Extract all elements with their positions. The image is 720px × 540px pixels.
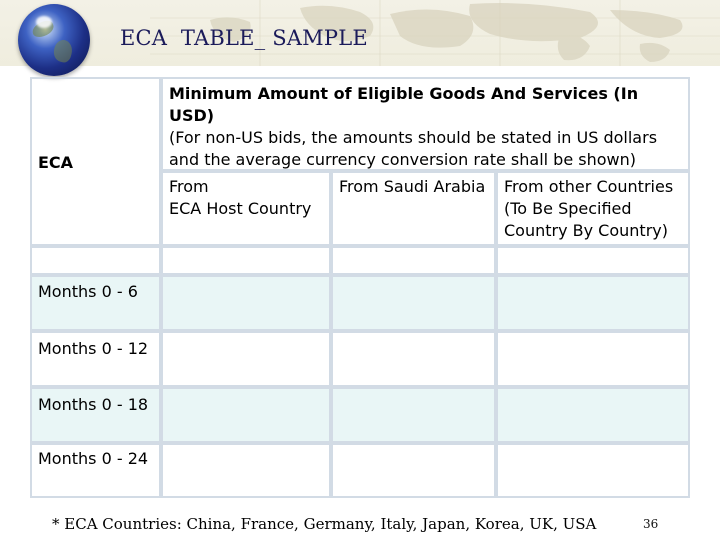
- subheader-saudi-arabia: [331, 171, 496, 246]
- page-number: 36: [643, 517, 659, 531]
- subheader-saudi-line1: From Saudi Arabia: [339, 177, 486, 196]
- table-row-label: [30, 443, 161, 498]
- eca-table: [30, 77, 690, 498]
- main-header-note-line2: and the average currency conversion rate shall be shown): [169, 150, 636, 169]
- subheader-host-line2: ECA Host Country: [169, 199, 312, 218]
- cell-host-row4: [161, 443, 331, 498]
- subheader-other-line3: Country By Country): [504, 221, 668, 240]
- spacer-row-host: [161, 246, 331, 275]
- cell-saudi-row2: [331, 331, 496, 387]
- cell-saudi-row4: [331, 443, 496, 498]
- subheader-host-line1: From: [169, 177, 209, 196]
- footnote: * ECA Countries: China, France, Germany, Italy, Japan, Korea, UK, USA: [52, 515, 597, 533]
- cell-saudi-row3: [331, 387, 496, 443]
- cell-other-row4: [496, 443, 690, 498]
- subheader-other-line1: From other Countries: [504, 177, 674, 196]
- table-row-label: [30, 387, 161, 443]
- row-label-months-0-24: Months 0 - 24: [38, 449, 149, 468]
- globe-icon: [18, 4, 90, 76]
- main-header-title-line1: Minimum Amount of Eligible Goods And Services (In: [169, 84, 639, 103]
- spacer-row-other: [496, 246, 690, 275]
- row-label-months-0-6: Months 0 - 6: [38, 282, 138, 301]
- cell-saudi-row1: [331, 275, 496, 331]
- cell-host-row1: [161, 275, 331, 331]
- eca-header-cell: [30, 77, 161, 246]
- spacer-row-label: [30, 246, 161, 275]
- row-label-months-0-18: Months 0 - 18: [38, 395, 149, 414]
- table-row-label: [30, 331, 161, 387]
- cell-other-row1: [496, 275, 690, 331]
- slide-title: ECA TABLE_ SAMPLE: [120, 26, 368, 50]
- eca-header-label: ECA: [38, 153, 74, 172]
- main-header-cell: [161, 77, 690, 171]
- main-header-title-line2: USD): [169, 106, 215, 125]
- subheader-host-country: [161, 171, 331, 246]
- cell-host-row3: [161, 387, 331, 443]
- row-label-months-0-12: Months 0 - 12: [38, 339, 149, 358]
- table-row-label: [30, 275, 161, 331]
- cell-other-row3: [496, 387, 690, 443]
- spacer-row-saudi: [331, 246, 496, 275]
- cell-host-row2: [161, 331, 331, 387]
- subheader-other-line2: (To Be Specified: [504, 199, 632, 218]
- main-header-note-line1: (For non-US bids, the amounts should be stated in US dollars: [169, 128, 658, 147]
- subheader-other-countries: [496, 171, 690, 246]
- cell-other-row2: [496, 331, 690, 387]
